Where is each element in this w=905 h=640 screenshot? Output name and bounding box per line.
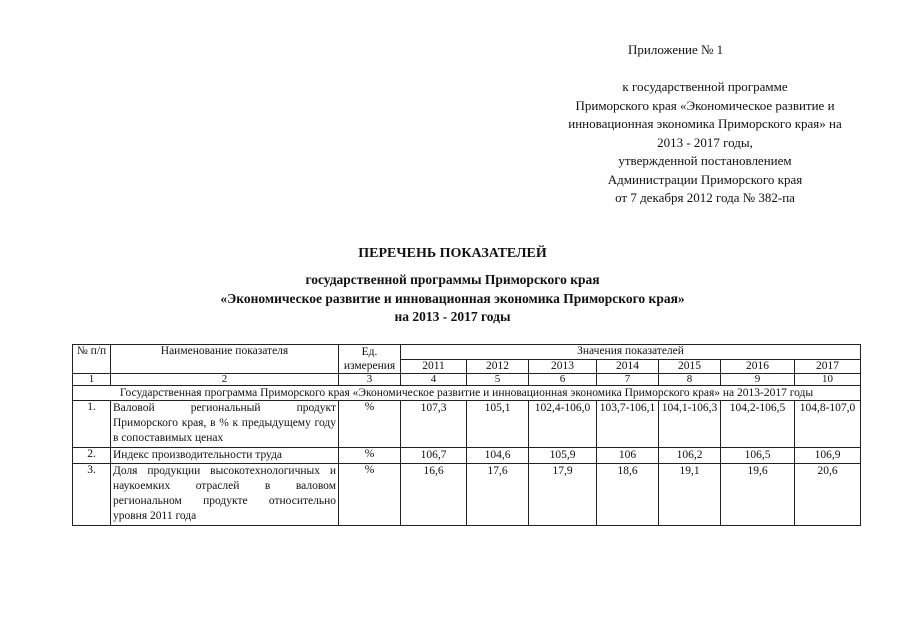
row-value: 17,6: [467, 464, 529, 526]
subtitle-line: государственной программы Приморского края: [305, 272, 600, 287]
row-name: Доля продукции высокотехнологичных и наукоемких отраслей в валовом региональном продукте относительно уровня 2011 года: [111, 464, 339, 526]
approval-line: утвержденной постановлением: [618, 153, 792, 168]
row-value: 106,2: [659, 448, 721, 464]
table-row: [73, 464, 861, 526]
row-value: 106,7: [401, 448, 467, 464]
header-year: 2014: [597, 360, 659, 374]
row-unit: %: [339, 464, 401, 526]
column-number: 4: [401, 374, 467, 386]
table-row: [73, 401, 861, 448]
row-unit: %: [339, 401, 401, 448]
column-number: 10: [795, 374, 861, 386]
header-year: 2016: [721, 360, 795, 374]
header-unit: Ед. измерения: [339, 345, 401, 374]
column-number: 3: [339, 374, 401, 386]
header-year: 2011: [401, 360, 467, 374]
row-value: 106,9: [795, 448, 861, 464]
header-year: 2013: [529, 360, 597, 374]
column-number: 8: [659, 374, 721, 386]
header-index: № п/п: [73, 345, 111, 374]
row-value: 19,1: [659, 464, 721, 526]
row-index: 2.: [73, 448, 111, 464]
row-value: 104,6: [467, 448, 529, 464]
subtitle-line: на 2013 - 2017 годы: [394, 309, 511, 324]
approval-header: [520, 78, 890, 208]
row-index: 1.: [73, 401, 111, 448]
header-year: 2012: [467, 360, 529, 374]
header-values-group: Значения показателей: [401, 345, 861, 360]
section-row: [73, 386, 861, 401]
row-value: 107,3: [401, 401, 467, 448]
row-value: 17,9: [529, 464, 597, 526]
header-year: 2017: [795, 360, 861, 374]
row-index: 3.: [73, 464, 111, 526]
column-number: 2: [111, 374, 339, 386]
row-value: 16,6: [401, 464, 467, 526]
row-value: 19,6: [721, 464, 795, 526]
approval-line: Приморского края «Экономическое развитие и: [575, 97, 835, 113]
column-number: 5: [467, 374, 529, 386]
row-value: 102,4-106,0: [529, 401, 597, 448]
row-value: 18,6: [597, 464, 659, 526]
column-number-row: [73, 374, 861, 386]
approval-line: инновационная экономика Приморского края» на: [568, 116, 842, 131]
document-subtitle: [0, 271, 905, 327]
document-title: ПЕРЕЧЕНЬ ПОКАЗАТЕЛЕЙ: [358, 246, 547, 261]
row-value: 20,6: [795, 464, 861, 526]
row-value: 105,1: [467, 401, 529, 448]
column-number: 1: [73, 374, 111, 386]
table-row: [73, 448, 861, 464]
row-value: 104,8-107,0: [795, 401, 861, 448]
row-name: Индекс производительности труда: [111, 448, 339, 464]
approval-line: Администрации Приморского края: [607, 171, 803, 187]
row-value: 106,5: [721, 448, 795, 464]
column-number: 7: [597, 374, 659, 386]
row-value: 104,2-106,5: [721, 401, 795, 448]
subtitle-line: «Экономическое развитие и инновационная экономика Приморского края»: [220, 290, 685, 306]
header-year: 2015: [659, 360, 721, 374]
row-value: 103,7-106,1: [597, 401, 659, 448]
approval-line: к государственной программе: [622, 79, 788, 94]
row-value: 104,1-106,3: [659, 401, 721, 448]
annex-title: Приложение № 1: [628, 42, 724, 57]
row-value: 106: [597, 448, 659, 464]
column-number: 9: [721, 374, 795, 386]
row-value: 105,9: [529, 448, 597, 464]
table-header-row: [73, 345, 861, 360]
approval-line: от 7 декабря 2012 года № 382-па: [615, 190, 795, 205]
column-number: 6: [529, 374, 597, 386]
row-unit: %: [339, 448, 401, 464]
approval-line: 2013 - 2017 годы,: [657, 134, 753, 150]
header-name: Наименование показателя: [111, 345, 339, 374]
row-name: Валовой региональный продукт Приморского края, в % к предыдущему году в сопоставимых ценах: [111, 401, 339, 448]
indicators-table: [72, 344, 861, 526]
section-title: Государственная программа Приморского края «Экономическое развитие и инновационная экономика Приморского края» на 2013-2017 годы: [73, 386, 861, 401]
